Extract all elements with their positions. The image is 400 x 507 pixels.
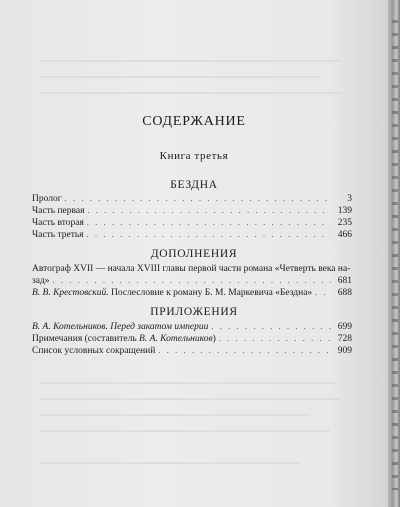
leader-dots	[219, 333, 331, 345]
leader-dots	[87, 217, 331, 229]
toc-entry-label: Примечания (составитель	[32, 334, 140, 344]
leader-dots	[211, 321, 331, 333]
toc-entry-page: 235	[337, 218, 352, 228]
toc-entry-page: 3	[347, 194, 352, 204]
toc-entry-page: 681	[337, 276, 352, 286]
page-title: СОДЕРЖАНИЕ	[142, 114, 246, 129]
leader-dots	[158, 345, 331, 357]
toc-entry-label: Часть первая	[32, 206, 85, 216]
toc-entry	[32, 321, 352, 333]
toc-entry-label: Перед закатом империи	[107, 322, 209, 332]
toc-entry-label: Пролог	[32, 194, 62, 204]
toc-entry	[32, 275, 352, 287]
toc-entry-label-end: )	[212, 334, 216, 344]
toc-entry-author: В. А. Котельников	[139, 334, 213, 344]
toc-entry	[32, 205, 352, 217]
leader-dots	[87, 205, 331, 217]
toc-entry-label-line1: Автограф XVII — начала XVIII главы первой части романа «Четверть века на-	[32, 264, 351, 274]
section-heading-bezdna: БЕЗДНА	[170, 179, 218, 191]
book-heading: Книга третья	[159, 150, 229, 162]
toc-entry-page: 139	[337, 206, 352, 216]
toc-entry	[32, 229, 352, 241]
toc-entry	[32, 287, 352, 299]
toc-entry-page: 909	[337, 346, 352, 356]
toc-entry	[32, 217, 352, 229]
toc-entry-label: Часть третья	[32, 230, 84, 240]
leader-dots	[315, 287, 331, 299]
binding-marks	[392, 20, 398, 490]
section-heading-prilozheniya: ПРИЛОЖЕНИЯ	[150, 306, 238, 318]
toc-entry	[32, 193, 352, 205]
toc-entry-page: 728	[337, 334, 352, 344]
leader-dots	[53, 275, 331, 287]
toc-entry-label-line2: зад»	[32, 276, 50, 286]
toc-entry-page: 699	[337, 322, 352, 332]
toc-entry	[32, 345, 352, 357]
toc-entry-label: Часть вторая	[32, 218, 84, 228]
toc-entry	[32, 333, 352, 345]
toc-entry-author: В. А. Котельников.	[32, 322, 108, 332]
toc-entry-author: В. В. Крестовский.	[32, 288, 109, 298]
leader-dots	[65, 193, 331, 205]
toc-entry-page: 688	[337, 288, 352, 298]
leader-dots	[87, 229, 331, 241]
toc-entry-page: 466	[337, 230, 352, 240]
toc-entry-label: Список условных сокращений	[32, 346, 156, 356]
section-heading-dopolneniya: ДОПОЛНЕНИЯ	[150, 248, 238, 260]
page-edge	[388, 0, 400, 507]
toc-entry-label: Послесловие к роману Б. М. Маркевича «Бездна»	[108, 288, 313, 298]
